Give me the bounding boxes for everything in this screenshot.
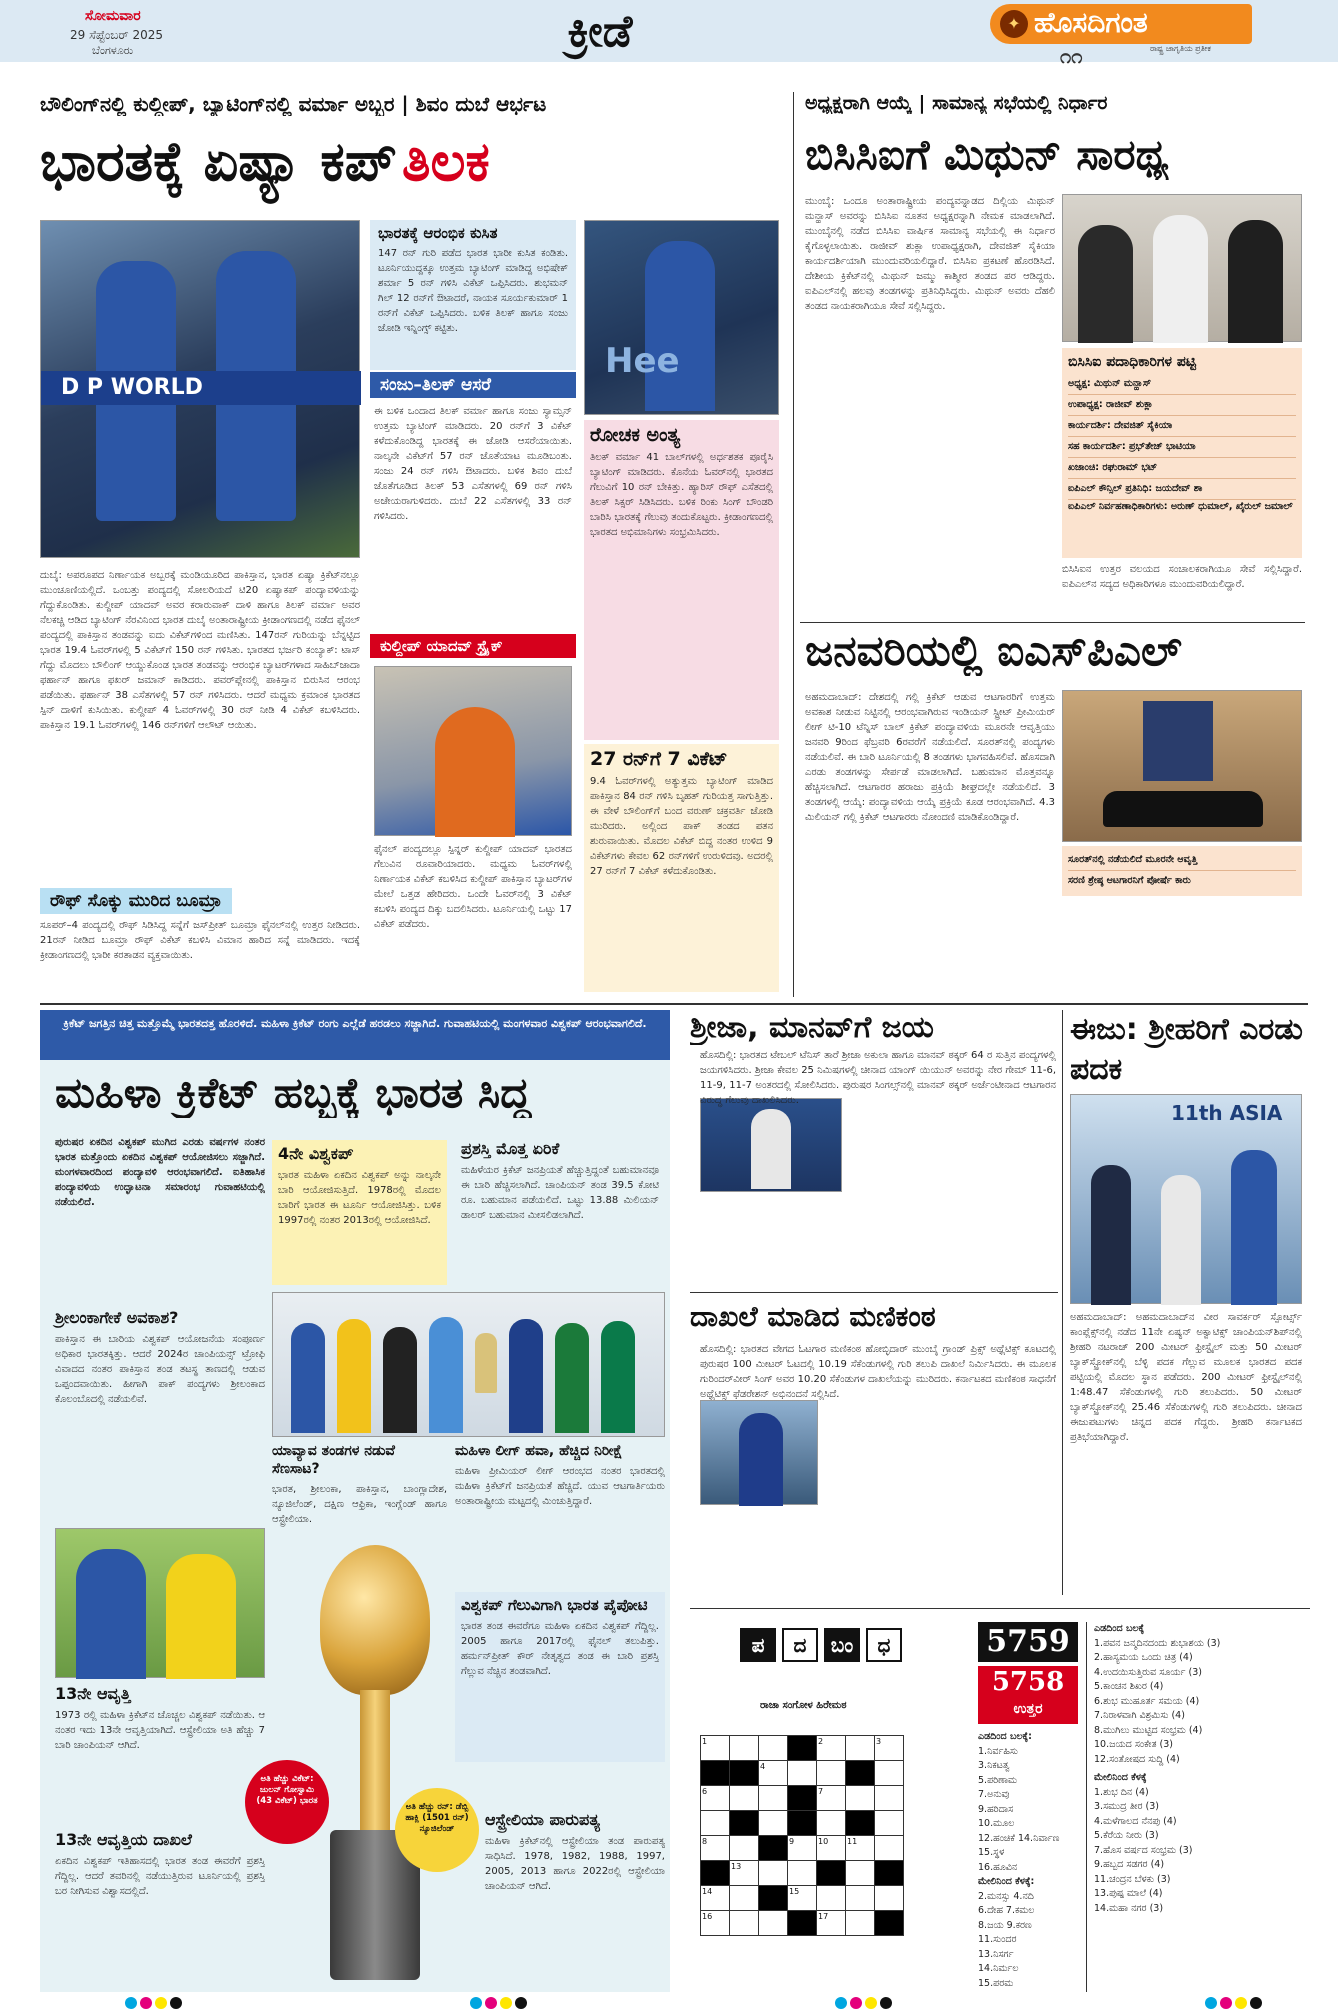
box-sanju-body: ಈ ಬಳಿಕ ಒಂದಾದ ತಿಲಕ್ ವರ್ಮಾ ಹಾಗೂ ಸಂಜು ಸ್ಯಾಮ್ಸನ್ ಉತ್ತಮ ಬ್ಯಾಟಿಂಗ್ ಮಾಡಿದರು. 20 ರನ್‌ಗೆ 3 ವಿಕೆಟ್ ಕಳೆದುಕೊಂಡಿದ್ದ ಭಾರತಕ್ಕೆ ಈ ಜೋಡಿ ಆಸರೆಯಾಯಿತು. ನಾಲ್ಕನೇ ವಿಕೆಟ್‌ಗೆ 57 ರನ್ ಜೊತೆಯಾಟ ಮೂಡಿಬಂತು. ಸಂಜು 24 ರನ್ ಗಳಿಸಿ ಔಟಾದರು. ಬಳಿಕ ಶಿವಂ ದುಬೆ ಜೊತೆಗೂಡಿದ ತಿಲಕ್ 53 ಎಸೆತಗಳಲ್ಲಿ 69 ರನ್ ಗಳಿಸಿ ಅಜೇಯರಾಗುಳಿದರು. ದುಬೆ 22 ಎಸೆತಗಳಲ್ಲಿ 33 ರನ್ ಗಳಿಸಿದರು.	[374, 406, 572, 522]
lead-headline	[40, 130, 790, 194]
captains-photo	[272, 1292, 665, 1437]
box-27-title: 27 ರನ್‌ಗೆ 7 ವಿಕೆಟ್	[590, 748, 728, 770]
paper-tagline: ರಾಷ್ಟ್ರ ಜಾಗೃತಿಯ ಪ್ರತೀಕ	[1150, 44, 1211, 53]
paper-logo	[990, 4, 1252, 44]
ispl-photo	[1062, 690, 1302, 842]
answer-item: 13.ಪುಷ್ಪ ಮಾಲೆ (4)	[1094, 1888, 1163, 1899]
answers-down-head: ಮೇಲಿನಿಂದ ಕೆಳಕ್ಕೆ	[1094, 1772, 1147, 1783]
clue-item: 13.ನಿಸರ್ಗ	[978, 1948, 1014, 1960]
box-collapse	[370, 220, 576, 370]
bcci-official-item: ಐಪಿಎಲ್ ಕೌನ್ಸಿಲ್ ಪ್ರತಿನಿಧಿ: ಜಯದೇವ್ ಶಾ	[1068, 479, 1296, 500]
clues-down-head: ಮೇಲಿನಿಂದ ಕೆಳಕ್ಕೆ:	[978, 1876, 1035, 1887]
clue-item: 6.ದೇಹ 7.ಕಮಲ	[978, 1905, 1035, 1916]
box-kuldeep-title: ಕುಲ್ದೀಪ್ ಯಾದವ್ ಸ್ಟ್ರೈಕ್	[370, 634, 576, 658]
lead-kicker: ಬೌಲಿಂಗ್‌ನಲ್ಲಿ ಕುಲ್ದೀಪ್, ಬ್ಯಾಟಿಂಗ್‌ನಲ್ಲಿ ವರ್ಮಾ ಅಬ್ಬರ | ಶಿವಂ ದುಬೆ ಆರ್ಭಟ	[40, 92, 547, 116]
kuldeep-photo	[374, 666, 572, 836]
clue-item: 14.ನಿರ್ಮಲ	[978, 1963, 1019, 1974]
box-sanju-title: ಸಂಜು–ತಿಲಕ್ ಆಸರೆ	[370, 372, 576, 398]
stat-wickets: ಅತಿ ಹೆಚ್ಚು ವಿಕೆಟ್: ಜುಲನ್ ಗೋಸ್ವಾಮಿ (43 ವಿಕೆಟ್) ಭಾರತ	[245, 1760, 329, 1844]
box-27-body: 9.4 ಓವರ್‌ಗಳಲ್ಲಿ ಅತ್ಯುತ್ತಮ ಬ್ಯಾಟಿಂಗ್ ಮಾಡಿದ ಪಾಕಿಸ್ತಾನ 84 ರನ್ ಗಳಿಸಿ ಬೃಹತ್ ಗುರಿಯತ್ತ ಸಾಗುತ್ತಿತ್ತು. ಈ ವೇಳೆ ಬೌಲಿಂಗ್‌ಗೆ ಬಂದ ವರುಣ್ ಚಕ್ರವರ್ತಿ ಜೋಡಿ ಮುರಿದರು. ಅಲ್ಲಿಂದ ಪಾಕ್ ತಂಡದ ಪತನ ಶುರುವಾಯಿತು. ಮೊದಲ ವಿಕೆಟ್ ಬಿದ್ದ ನಂತರ ಉಳಿದ 9 ವಿಕೆಟ್‌ಗಳು ಕೇವಲ 62 ರನ್‌ಗಳಿಗೆ ಉರುಳಿದವು. ಅದರಲ್ಲಿ 27 ರನ್‌ಗೆ 7 ವಿಕೆಟ್ ಕಳೆದುಕೊಂಡಿತು.	[590, 776, 773, 877]
clue-item: 8.ಜಯ 9.ಕರಣ	[978, 1919, 1032, 1931]
registration-marks	[125, 1994, 185, 2009]
answer-item: 14.ಮಹಾ ನಗರ (3)	[1094, 1902, 1164, 1914]
women-s5-title: ಮಹಿಳಾ ಲೀಗ್ ಹವಾ, ಹೆಚ್ಚಿದ ನಿರೀಕ್ಷೆ	[455, 1443, 623, 1459]
bcci-official-item: ಉಪಾಧ್ಯಕ್ಷ: ರಾಜೀವ್ ಶುಕ್ಲಾ	[1068, 395, 1296, 416]
women-s4-body: ಭಾರತ, ಶ್ರೀಲಂಕಾ, ಪಾಕಿಸ್ತಾನ, ಬಾಂಗ್ಲಾದೇಶ, ನ್ಯೂಜಿಲೆಂಡ್, ದಕ್ಷಿಣ ಆಫ್ರಿಕಾ, ಇಂಗ್ಲೆಂಡ್ ಹಾಗೂ ಆಸ್ಟ್ರೇಲಿಯಾ.	[272, 1484, 447, 1525]
clue-item: 3.ನಿಕಟತ್ವ	[978, 1760, 1010, 1771]
bcci-official-item: ಕಾರ್ಯದರ್ಶಿ: ದೇವಜಿತ್ ಸೈಕಿಯಾ	[1068, 416, 1296, 437]
answer-item: 3.ಸಮುದ್ರ ತೀರ (3)	[1094, 1801, 1160, 1812]
players-photo	[55, 1528, 265, 1678]
lead-headline-main: ಭಾರತಕ್ಕೆ ಏಷ್ಯಾ ಕಪ್	[40, 130, 397, 193]
bcci-official-item: ಅಧ್ಯಕ್ಷ: ಮಿಥುನ್ ಮನ್ಹಾಸ್	[1068, 374, 1296, 395]
answer-item: 1.ಪವನ ಜನ್ಮದಿನದಂದು ಶುಭಾಶಯ (3)	[1094, 1637, 1221, 1649]
women-s1-title: ಶ್ರೀಲಂಕಾಗೇಕೆ ಅವಕಾಶ?	[55, 1308, 179, 1327]
ispl-body: ಅಹಮದಾಬಾದ್: ದೇಶದಲ್ಲಿ ಗಲ್ಲಿ ಕ್ರಿಕೆಟ್ ಆಡುವ ಆಟಗಾರರಿಗೆ ಉತ್ತಮ ಅವಕಾಶ ನೀಡುವ ನಿಟ್ಟಿನಲ್ಲಿ ಆರಂಭವಾಗಿರುವ ಇಂಡಿಯನ್ ಸ್ಟ್ರೀಟ್ ಪ್ರೀಮಿಯರ್ ಲೀಗ್ ಟಿ-10 ಟೆನ್ನಿಸ್ ಬಾಲ್ ಕ್ರಿಕೆಟ್ ಪಂದ್ಯಾವಳಿಯ ಮೂರನೇ ಆವೃತ್ತಿಯು ಜನವರಿ 9ರಿಂದ ಫೆಬ್ರವರಿ 6ರವರೆಗೆ ನಡೆಯಲಿದೆ. ಸೂರತ್‌ನಲ್ಲಿ ಪಂದ್ಯಗಳು ನಡೆಯಲಿವೆ. ಈ ಬಾರಿ ಟೂರ್ನಿಯಲ್ಲಿ 8 ತಂಡಗಳು ಭಾಗವಹಿಸಲಿವೆ. ಹೊಸದಾಗಿ ಎರಡು ತಂಡಗಳನ್ನು ಸೇರ್ಪಡೆ ಮಾಡಲಾಗಿದೆ. ಬಹುಮಾನ ಮೊತ್ತವನ್ನೂ ಹೆಚ್ಚಿಸಲಾಗಿದೆ. ಆಟಗಾರರ ಹರಾಜು ಪ್ರಕ್ರಿಯೆ ಶೀಘ್ರದಲ್ಲೇ ನಡೆಯಲಿದೆ. 3 ತಂಡಗಳಲ್ಲಿ ಆಯ್ಕೆ: ಪಂದ್ಯಾವಳಿಯ ಆಯ್ಕೆ ಪ್ರಕ್ರಿಯೆ ಕೂಡ ಆರಂಭವಾಗಿದೆ. 4.3 ಮಿಲಿಯನ್ ಗಲ್ಲಿ ಕ್ರಿಕೆಟ್ ಆಟಗಾರರು ನೋಂದಣಿ ಮಾಡಿಕೊಂಡಿದ್ದಾರೆ.	[805, 692, 1055, 823]
women-s7-body: 1973 ರಲ್ಲಿ ಮಹಿಳಾ ಕ್ರಿಕೆಟ್‌ನ ಚೊಚ್ಚಲ ವಿಶ್ವಕಪ್ ನಡೆಯಿತು. ಆ ನಂತರ ಇದು 13ನೇ ಆವೃತ್ತಿಯಾಗಿದೆ. ಆಸ್ಟ್ರೇಲಿಯಾ ಅತಿ ಹೆಚ್ಚು 7 ಬಾರಿ ಚಾಂಪಿಯನ್ ಆಗಿದೆ.	[55, 1710, 265, 1751]
crossword-prev-number: 5758	[991, 1667, 1065, 1697]
answer-item: 7.ಹೊಸ ವರ್ಷದ ಸಂಭ್ರಮ (3)	[1094, 1844, 1193, 1856]
women-s5-body: ಮಹಿಳಾ ಪ್ರೀಮಿಯರ್ ಲೀಗ್ ಆರಂಭದ ನಂತರ ಭಾರತದಲ್ಲಿ ಮಹಿಳಾ ಕ್ರಿಕೆಟ್‌ಗೆ ಜನಪ್ರಿಯತೆ ಹೆಚ್ಚಿದೆ. ಯುವ ಆಟಗಾರ್ತಿಯರು ಅಂತಾರಾಷ್ಟ್ರೀಯ ಮಟ್ಟದಲ್ಲಿ ಮಿಂಚುತ್ತಿದ್ದಾರೆ.	[455, 1466, 665, 1507]
answer-item: 5.ಕಾಂಚನ ಶಿಖರ (4)	[1094, 1681, 1164, 1692]
page-number: ೧೧	[1060, 44, 1083, 68]
sreeja-headline: ಶ್ರೀಜಾ, ಮಾನವ್‌ಗೆ ಜಯ	[690, 1010, 934, 1045]
bcci-officials-box	[1062, 348, 1302, 558]
answer-item: 11.ಚಂದ್ರನ ಬೆಳಕು (3)	[1094, 1873, 1171, 1885]
women-s2-body: ಭಾರತ ಮಹಿಳಾ ಏಕದಿನ ವಿಶ್ವಕಪ್ ಅನ್ನು ನಾಲ್ಕನೇ ಬಾರಿ ಆಯೋಜಿಸುತ್ತಿದೆ. 1978ರಲ್ಲಿ ಮೊದಲ ಬಾರಿಗೆ ಭಾರತ ಈ ಟೂರ್ನಿ ಆಯೋಜಿಸಿತ್ತು. ಬಳಿಕ 1997ರಲ್ಲಿ ನಂತರ 2013ರಲ್ಲಿ ಆಯೋಜಿಸಿದೆ.	[278, 1170, 441, 1226]
sreehari-body: ಅಹಮದಾಬಾದ್: ಅಹಮದಾಬಾದ್‌ನ ವೀರ ಸಾವರ್ಕರ್ ಸ್ಪೋರ್ಟ್ಸ್ ಕಾಂಪ್ಲೆಕ್ಸ್‌ನಲ್ಲಿ ನಡೆದ 11ನೇ ಏಷ್ಯನ್ ಅಕ್ವಾಟಿಕ್ಸ್ ಚಾಂಪಿಯನ್‌ಶಿಪ್‌ನಲ್ಲಿ ಶ್ರೀಹರಿ ನಟರಾಜ್ 200 ಮೀಟರ್ ಫ್ರೀಸ್ಟೈಲ್ ಮತ್ತು 50 ಮೀಟರ್ ಬ್ಯಾಕ್‌ಸ್ಟ್ರೋಕ್‌ನಲ್ಲಿ ಬೆಳ್ಳಿ ಪದಕ ಗೆಲ್ಲುವ ಮೂಲಕ ಭಾರತದ ಪದಕ ಪಟ್ಟಿಯಲ್ಲಿ ಮೊದಲ ಸ್ಥಾನ ಪಡೆದರು. 200 ಮೀಟರ್ ಫ್ರೀಸ್ಟೈಲ್‌ನಲ್ಲಿ 1:48.47 ಸೆಕೆಂಡುಗಳಲ್ಲಿ ಗುರಿ ತಲುಪಿದರು. 50 ಮೀಟರ್ ಬ್ಯಾಕ್‌ಸ್ಟ್ರೋಕ್‌ನಲ್ಲಿ 25.46 ಸೆಕೆಂಡುಗಳಲ್ಲಿ ಗುರಿ ತಲುಪಿದರು. ಚೀನಾದ ಈಜುಪಟುಗಳು ಚಿನ್ನದ ಪದಕ ಗೆದ್ದರು. ಶ್ರೀಹರಿ ಕರ್ನಾಟಕದ ಪ್ರತಿಭೆಯಾಗಿದ್ದಾರೆ.	[1070, 1312, 1302, 1443]
crossword-answer-badge	[978, 1666, 1078, 1724]
crossword-compiler: ರಾಜಾ ಸಂಗೋಳ ಹಿರೇಮಠ	[760, 1700, 847, 1711]
box-sanju	[370, 372, 576, 630]
crossword-prev-label: ಉತ್ತರ	[1013, 1701, 1043, 1717]
answer-item: 10.ಜಯದ ಸಂಕೇತ (3)	[1094, 1739, 1173, 1750]
header-day: ಸೋಮವಾರ	[85, 8, 141, 24]
clue-item: 12.ಹಂಚಿಕೆ 14.ನಿರ್ವಾಣ	[978, 1832, 1060, 1844]
women-s4	[272, 1442, 447, 1537]
answer-item: 4.ಉದಯಿಸುತ್ತಿರುವ ಸೂರ್ಯ (3)	[1094, 1666, 1202, 1678]
clues-across-head: ಎಡದಿಂದ ಬಲಕ್ಕೆ:	[978, 1731, 1032, 1742]
answer-item: 8.ಮುಗಿಲು ಮುಟ್ಟಿದ ಸಂಭ್ರಮ (4)	[1094, 1724, 1203, 1736]
answer-item: 1.ಶುಭ ದಿನ (4)	[1094, 1786, 1149, 1798]
bcci-officials-title: ಬಿಸಿಸಿಐ ಪದಾಧಿಕಾರಿಗಳ ಪಟ್ಟಿ	[1068, 354, 1197, 370]
crossword-title-letter: ಧ	[866, 1628, 902, 1662]
women-s4-title: ಯಾವ್ಯಾವ ತಂಡಗಳ ನಡುವೆ ಸೆಣಸಾಟ?	[272, 1443, 395, 1477]
answer-item: 6.ಶುಭ ಮುಹೂರ್ತ ಸಮಯ (4)	[1094, 1695, 1200, 1707]
women-banner: ಕ್ರಿಕೆಟ್ ಜಗತ್ತಿನ ಚಿತ್ತ ಮತ್ತೊಮ್ಮೆ ಭಾರತದತ್ತ ಹೊರಳಿದೆ. ಮಹಿಳಾ ಕ್ರಿಕೆಟ್ ರಂಗು ಎಲ್ಲೆಡೆ ಹರಡಲು ಸಜ್ಜಾಗಿದೆ. ಗುವಾಹಟಿಯಲ್ಲಿ ಮಂಗಳವಾರ ವಿಶ್ವಕಪ್ ಆರಂಭವಾಗಲಿದೆ.	[40, 1010, 670, 1060]
clue-item: 15.ಪರಮ	[978, 1977, 1014, 1989]
clue-item: 10.ಮೂಲ	[978, 1818, 1015, 1829]
stat-runs: ಅತಿ ಹೆಚ್ಚು ರನ್: ಡೆಬ್ಬಿ ಹಾಕ್ಲಿ (1501 ರನ್) ನ್ಯೂಜಿಲೆಂಡ್	[395, 1788, 479, 1872]
clue-item: 11.ಸುಂದರ	[978, 1934, 1017, 1945]
box-rauf	[40, 888, 360, 992]
trophy-graphic	[290, 1545, 455, 1985]
lamp-icon: ✦	[1000, 10, 1028, 38]
women-s7	[55, 1684, 265, 1824]
registration-marks	[1205, 1994, 1265, 2009]
tilak-photo: Hee	[584, 220, 779, 415]
box-collapse-title: ಭಾರತಕ್ಕೆ ಆರಂಭಿಕ ಕುಸಿತ	[378, 224, 498, 242]
bcci-headline: ಬಿಸಿಸಿಐಗೆ ಮಿಥುನ್ ಸಾರಥ್ಯ	[805, 130, 1169, 179]
ispl-headline: ಜನವರಿಯಲ್ಲಿ ಐಎಸ್‌ಪಿಎಲ್	[805, 626, 1182, 675]
women-s8-body: ಏಕದಿನ ವಿಶ್ವಕಪ್ ಇತಿಹಾಸದಲ್ಲಿ ಭಾರತ ತಂಡ ಈವರೆಗೆ ಪ್ರಶಸ್ತಿ ಗೆದ್ದಿಲ್ಲ. ಆದರೆ ತವರಿನಲ್ಲಿ ನಡೆಯುತ್ತಿರುವ ಟೂರ್ನಿಯಲ್ಲಿ ಪ್ರಶಸ್ತಿ ಬರ ನೀಗಿಸುವ ವಿಶ್ವಾಸದಲ್ಲಿದೆ.	[55, 1856, 265, 1897]
box-collapse-body: 147 ರನ್ ಗುರಿ ಪಡೆದ ಭಾರತ ಭಾರೀ ಕುಸಿತ ಕಂಡಿತು. ಟೂರ್ನಿಯುದ್ದಕ್ಕೂ ಉತ್ತಮ ಬ್ಯಾಟಿಂಗ್ ಮಾಡಿದ್ದ ಅಭಿಷೇಕ್ ಶರ್ಮಾ 5 ರನ್ ಗಳಿಸಿ ವಿಕೆಟ್ ಒಪ್ಪಿಸಿದರು. ಶುಭಮನ್ ಗಿಲ್ 12 ರನ್‌ಗೆ ಔಟಾದರೆ, ನಾಯಕ ಸೂರ್ಯಕುಮಾರ್ 1 ರನ್‌ಗೆ ವಿಕೆಟ್ ಒಪ್ಪಿಸಿದರು. ಬಳಿಕ ತಿಲಕ್ ಹಾಗೂ ಸಂಜು ಜೋಡಿ ಇನ್ನಿಂಗ್ಸ್ ಕಟ್ಟಿತು.	[378, 248, 568, 334]
box-rauf-body: ಸೂಪರ್–4 ಪಂದ್ಯದಲ್ಲಿ ರೌಫ್ ಸಿಡಿಸಿದ್ದ ಸನ್ನೆಗೆ ಜಸ್‌ಪ್ರೀತ್ ಬೂಮ್ರಾ ಫೈನಲ್‌ನಲ್ಲಿ ಉತ್ತರ ನೀಡಿದರು. 21ರನ್ ನೀಡಿದ ಬೂಮ್ರಾ ರೌಫ್ ವಿಕೆಟ್ ಕಬಳಿಸಿ ವಿಮಾನ ಹಾರಿದ ಸನ್ನೆ ಮಾಡಿದರು. ಇದಕ್ಕೆ ಕ್ರೀಡಾಂಗಣದಲ್ಲಿ ಭಾರೀ ಕರತಾಡನ ವ್ಯಕ್ತವಾಯಿತು.	[40, 920, 360, 961]
ispl-note-item: ಸರಣಿ ಶ್ರೇಷ್ಠ ಆಟಗಾರನಿಗೆ ಪೋರ್ಷೆ ಕಾರು	[1068, 875, 1191, 886]
bcci-official-item: ಖಜಾಂಚಿ: ರಘುರಾಮ್ ಭಟ್	[1068, 458, 1296, 479]
bcci-body: ಮುಂಬೈ: ಒಂದೂ ಅಂತಾರಾಷ್ಟ್ರೀಯ ಪಂದ್ಯವನ್ನಾಡದ ದಿಲ್ಲಿಯ ಮಿಥುನ್ ಮನ್ಹಾಸ್ ಅವರನ್ನು ಬಿಸಿಸಿಐ ನೂತನ ಅಧ್ಯಕ್ಷರನ್ನಾಗಿ ನೇಮಕ ಮಾಡಲಾಗಿದೆ. ಮುಂಬೈನಲ್ಲಿ ನಡೆದ ಬಿಸಿಸಿಐ ವಾರ್ಷಿಕ ಸಾಮಾನ್ಯ ಸಭೆಯಲ್ಲಿ ಈ ನಿರ್ಧಾರ ಕೈಗೊಳ್ಳಲಾಯಿತು. ರಾಜೀವ್ ಶುಕ್ಲಾ ಉಪಾಧ್ಯಕ್ಷರಾಗಿ, ದೇವಜಿತ್ ಸೈಕಿಯಾ ಕಾರ್ಯದರ್ಶಿಯಾಗಿ ಮುಂದುವರಿಯಲಿದ್ದಾರೆ. ಬಿಸಿಸಿಐ ಪ್ರಕಟಣೆ ಹೊರಡಿಸಿದೆ. ದೇಶೀಯ ಕ್ರಿಕೆಟ್‌ನಲ್ಲಿ ಮಿಥುನ್ ಜಮ್ಮು ಕಾಶ್ಮೀರ ತಂಡದ ಪರ ಆಡಿದ್ದರು. ಐಪಿಎಲ್‌ನಲ್ಲಿ ಹಲವು ತಂಡಗಳನ್ನು ಪ್ರತಿನಿಧಿಸಿದ್ದರು. ಮಿಥುನ್ ಅವರು ದೆಹಲಿ ತಂಡದ ನಾಯಕರಾಗಿಯೂ ಸೇವೆ ಸಲ್ಲಿಸಿದ್ದರು.	[805, 196, 1055, 312]
ispl-note-item: ಸೂರತ್‌ನಲ್ಲಿ ನಡೆಯಲಿದೆ ಮೂರನೇ ಆವೃತ್ತಿ	[1068, 850, 1296, 871]
box-finish	[584, 420, 779, 740]
women-s8	[55, 1830, 265, 1985]
bcci-kicker: ಅಧ್ಯಕ್ಷರಾಗಿ ಆಯ್ಕೆ | ಸಾಮಾನ್ಯ ಸಭೆಯಲ್ಲಿ ನಿರ್ಧಾರ	[805, 92, 1108, 114]
answer-item: 4.ಮಳೆಗಾಲದ ನೆನಪು (4)	[1094, 1815, 1177, 1827]
box-rauf-title: ರೌಫ್ ಸೊಕ್ಕು ಮುರಿದ ಬೂಮ್ರಾ	[40, 888, 232, 914]
crossword-grid: 1 2 3 4 6 7 8 9 10 11 13 14 15 16 17	[700, 1735, 904, 1936]
clue-item: 1.ನಿರ್ವಹಿಸು	[978, 1745, 1018, 1757]
header-city: ಬೆಂಗಳೂರು	[92, 44, 134, 57]
box-kuldeep	[370, 634, 576, 992]
answer-item: 7.ನಿರಾಳವಾಗಿ ವಿಶ್ರಮಿಸು (4)	[1094, 1710, 1185, 1721]
paper-name: ಹೊಸದಿಗಂತ	[1034, 6, 1148, 39]
women-s9-title: ಆಸ್ಟ್ರೇಲಿಯಾ ಪಾರುಪತ್ಯ	[485, 1810, 600, 1829]
sreehari-photo: 11th ASIA	[1070, 1094, 1302, 1304]
clue-item: 9.ಹರಿದಾಸ	[978, 1803, 1014, 1815]
women-s3-title: ಪ್ರಶಸ್ತಿ ಮೊತ್ತ ಏರಿಕೆ	[461, 1139, 560, 1158]
women-s6	[455, 1592, 665, 1762]
lead-photo-celebration: D P WORLD	[40, 220, 360, 558]
box-27	[584, 744, 779, 992]
answer-item: 12.ಸಂತೋಷದ ಸುದ್ದಿ (4)	[1094, 1753, 1180, 1765]
bcci-photo	[1062, 194, 1302, 342]
crossword-title-letter: ಪ	[740, 1628, 776, 1662]
crossword-title	[740, 1628, 920, 1662]
registration-marks	[835, 1994, 895, 2009]
bcci-caption: ಬಿಸಿಸಿಐನ ಉತ್ತರ ವಲಯದ ಸಂಚಾಲಕರಾಗಿಯೂ ಸೇವೆ ಸಲ್ಲಿಸಿದ್ದಾರೆ. ಐಪಿಎಲ್‌ನ ಸದ್ಯದ ಅಧಿಕಾರಿಗಳೂ ಮುಂದುವರಿಯಲಿದ್ದಾರೆ.	[1062, 564, 1302, 590]
crossword-clues-across	[978, 1730, 1073, 1991]
crossword-title-letter: ಬಂ	[824, 1628, 860, 1662]
women-s6-body: ಭಾರತ ತಂಡ ಈವರೆಗೂ ಮಹಿಳಾ ಏಕದಿನ ವಿಶ್ವಕಪ್ ಗೆದ್ದಿಲ್ಲ. 2005 ಹಾಗೂ 2017ರಲ್ಲಿ ಫೈನಲ್ ತಲುಪಿತ್ತು. ಹರ್ಮನ್‌ಪ್ರೀತ್ ಕೌರ್ ನೇತೃತ್ವದ ತಂಡ ಈ ಬಾರಿ ಪ್ರಶಸ್ತಿ ಗೆಲ್ಲುವ ನೆಚ್ಚಿನ ತಂಡವಾಗಿದೆ.	[461, 1621, 659, 1677]
registration-marks	[470, 1994, 530, 2009]
section-title: ಕ್ರೀಡೆ	[567, 6, 633, 57]
manikanta-body: ಹೊಸದಿಲ್ಲಿ: ಭಾರತದ ವೇಗದ ಓಟಗಾರ ಮಣಿಕಂಠ ಹೋಬ್ಳಿದಾರ್ ಮುಂಬೈ ಗ್ರಾಂಡ್ ಪ್ರಿಕ್ಸ್ ಅಥ್ಲೆಟಿಕ್ಸ್ ಕೂಟದಲ್ಲಿ ಪುರುಷರ 100 ಮೀಟರ್ ಓಟದಲ್ಲಿ 10.19 ಸೆಕೆಂಡುಗಳಲ್ಲಿ ಗುರಿ ತಲುಪಿ ದಾಖಲೆ ನಿರ್ಮಿಸಿದರು. ಈ ಮೂಲಕ ಗುರಿಂದರ್‌ವೀರ್ ಸಿಂಗ್ ಅವರ 10.20 ಸೆಕೆಂಡುಗಳ ದಾಖಲೆಯನ್ನು ಮುರಿದರು. ಕರ್ನಾಟಕದ ಮಣಿಕಂಠ ಸಾಧನೆಗೆ ಅಥ್ಲೆಟಿಕ್ಸ್ ಫೆಡರೇಶನ್ ಅಭಿನಂದನೆ ಸಲ್ಲಿಸಿದೆ.	[700, 1344, 1056, 1400]
box-finish-title: ರೋಚಕ ಅಂತ್ಯ	[590, 424, 681, 446]
bcci-official-item: ಐಪಿಎಲ್ ನಿರ್ವಹಣಾಧಿಕಾರಿಗಳು: ಅರುಣ್ ಧುಮಾಲ್, ಖೈರುಲ್ ಜಮಾಲ್	[1068, 501, 1293, 512]
lead-headline-accent: ತಿಲಕ	[401, 130, 490, 193]
women-s1-body: ಪಾಕಿಸ್ತಾನ ಈ ಬಾರಿಯ ವಿಶ್ವಕಪ್ ಆಯೋಜನೆಯ ಸಂಪೂರ್ಣ ಅಧಿಕಾರ ಭಾರತಕ್ಕಿತ್ತು. ಆದರೆ 2024ರ ಚಾಂಪಿಯನ್ಸ್ ಟ್ರೋಫಿ ವಿವಾದದ ನಂತರ ಪಾಕಿಸ್ತಾನ ತಂಡ ತಟಸ್ಥ ತಾಣದಲ್ಲಿ ಆಡುವ ಒಪ್ಪಂದವಾಯಿತು. ಹೀಗಾಗಿ ಪಾಕ್ ಪಂದ್ಯಗಳು ಶ್ರೀಲಂಕಾದ ಕೊಲಂಬೊದಲ್ಲಿ ನಡೆಯಲಿವೆ.	[55, 1334, 265, 1405]
answer-item: 9.ಹಬ್ಬದ ಸಡಗರ (4)	[1094, 1859, 1165, 1870]
women-s3	[455, 1135, 665, 1285]
header-date: 29 ಸೆಪ್ಟೆಂಬರ್ 2025	[70, 28, 164, 42]
women-intro: ಪುರುಷರ ಏಕದಿನ ವಿಶ್ವಕಪ್ ಮುಗಿದ ಎರಡು ವರ್ಷಗಳ ನಂತರ ಭಾರತ ಮತ್ತೊಂದು ಏಕದಿನ ವಿಶ್ವಕಪ್ ಆಯೋಜಿಸಲು ಸಜ್ಜಾಗಿದೆ. ಮಂಗಳವಾರದಿಂದ ಪಂದ್ಯಾವಳಿ ಆರಂಭವಾಗಲಿದೆ. ಐತಿಹಾಸಿಕ ಪಂದ್ಯಾವಳಿಯ ಉದ್ಘಾಟನಾ ಸಮಾರಂಭ ಗುವಾಹಟಿಯಲ್ಲಿ ನಡೆಯಲಿದೆ.	[55, 1137, 265, 1208]
women-s2-title: 4ನೇ ವಿಶ್ವಕಪ್	[278, 1144, 354, 1163]
crossword-title-letter: ದ	[782, 1628, 818, 1662]
answer-item: 2.ಹಾಸ್ಯಮಯ ಒಂದು ಚಿತ್ರ (4)	[1094, 1652, 1193, 1663]
lead-body: ದುಬೈ: ಅಪರೂಪದ ನಿರ್ಣಾಯಕ ಅಬ್ಬರಕ್ಕೆ ಮಂಡಿಯೂರಿದ ಪಾಕಿಸ್ತಾನ, ಭಾರತ ಏಷ್ಯಾ ಕ್ರಿಕೆಟ್‌ನಲ್ಲೂ ಮುಂಚೂಣಿಯಲ್ಲಿದೆ. ಒಂಬತ್ತು ಪಂದ್ಯದಲ್ಲಿ ಸೋಲರಿಯದೆ ಟಿ20 ಏಷ್ಯಾಕಪ್ ಪಂದ್ಯಾವಳಿಯನ್ನು ಗೆದ್ದುಕೊಂಡಿತು. ಕುಲ್ದೀಪ್ ಯಾದವ್ ಅವರ ಕರಾರುವಾಕ್ ದಾಳಿ ಹಾಗೂ ತಿಲಕ್ ವರ್ಮಾ ಅವರ ನೆಲಕಚ್ಚಿ ಆಡಿದ ಬ್ಯಾಟಿಂಗ್ ನೆರವಿನಿಂದ ಭಾರತ ದುಬೈ ಅಂತಾರಾಷ್ಟ್ರೀಯ ಕ್ರೀಡಾಂಗಣದಲ್ಲಿ ನಡೆದ ಫೈನಲ್ ಪಂದ್ಯದಲ್ಲಿ ಪಾಕಿಸ್ತಾನ ತಂಡವನ್ನು ಐದು ವಿಕೆಟ್‌ಗಳಿಂದ ಮಣಿಸಿತು. 147ರನ್ ಗುರಿಯನ್ನು ಬೆನ್ನಟ್ಟಿದ ಭಾರತ 19.4 ಓವರ್‌ಗಳಲ್ಲಿ 5 ವಿಕೆಟ್‌ಗೆ 150 ರನ್ ಗಳಿಸಿತು. ಭಾರತದ ಭರ್ಜರಿ ಕಂಬ್ಯಾಕ್: ಟಾಸ್ ಗೆದ್ದು ಮೊದಲು ಬೌಲಿಂಗ್ ಆಯ್ದುಕೊಂಡ ಭಾರತ ತಂಡವನ್ನು ಆರಂಭಿಕ ಬ್ಯಾಟರ್‌ಗಳಾದ ಸಾಹಿಬ್‌ಜಾದಾ ಫರ್ಹಾನ್ ಹಾಗೂ ಫಖರ್ ಜಮಾನ್ ಕಾಡಿದರು. ಪವರ್‌ಪ್ಲೇನಲ್ಲಿ ಪಾಕಿಸ್ತಾನ ಬಿರುಸಿನ ಆರಂಭ ಪಡೆಯಿತು. ಫರ್ಹಾನ್ 38 ಎಸೆತಗಳಲ್ಲಿ 57 ರನ್ ಗಳಿಸಿದರು. ಆದರೆ ಮಧ್ಯಮ ಕ್ರಮಾಂಕ ಭಾರತದ ಸ್ಪಿನ್ ದಾಳಿಗೆ ಕುಸಿಯಿತು. ಕುಲ್ದೀಪ್ 4 ಓವರ್‌ಗಳಲ್ಲಿ 30 ರನ್ ನೀಡಿ 4 ವಿಕೆಟ್ ಕಬಳಿಸಿದರು. ಪಾಕಿಸ್ತಾನ 19.1 ಓವರ್‌ಗಳಲ್ಲಿ 146 ರನ್‌ಗಳಿಗೆ ಆಲೌಟ್ ಆಯಿತು.	[40, 570, 360, 731]
ispl-notes	[1062, 846, 1302, 896]
crossword-answers	[1094, 1622, 1306, 1916]
manikanta-headline: ದಾಖಲೆ ಮಾಡಿದ ಮಣಿಕಂಠ	[690, 1300, 936, 1333]
women-s9-body: ಮಹಿಳಾ ಕ್ರಿಕೆಟ್‌ನಲ್ಲಿ ಆಸ್ಟ್ರೇಲಿಯಾ ತಂಡ ಪಾರುಪತ್ಯ ಸಾಧಿಸಿದೆ. 1978, 1982, 1988, 1997, 2005, 2013 ಹಾಗೂ 2022ರಲ್ಲಿ ಆಸ್ಟ್ರೇಲಿಯಾ ಚಾಂಪಿಯನ್ ಆಗಿದೆ.	[485, 1836, 665, 1892]
clue-item: 7.ಅನುವು	[978, 1789, 1010, 1800]
clue-item: 16.ಹೂವಿನ	[978, 1861, 1018, 1873]
clue-item: 15.ಸ್ಥಳ	[978, 1847, 1005, 1858]
women-s6-title: ವಿಶ್ವಕಪ್ ಗೆಲುವಿಗಾಗಿ ಭಾರತ ಪೈಪೋಟಿ	[461, 1596, 648, 1614]
women-s5	[455, 1442, 665, 1587]
answer-item: 5.ಕೆರೆಯ ನೀರು (3)	[1094, 1830, 1159, 1841]
box-kuldeep-body: ಫೈನಲ್ ಪಂದ್ಯದಲ್ಲೂ ಸ್ಪಿನ್ನರ್ ಕುಲ್ದೀಪ್ ಯಾದವ್ ಭಾರತದ ಗೆಲುವಿನ ರೂವಾರಿಯಾದರು. ಮಧ್ಯಮ ಓವರ್‌ಗಳಲ್ಲಿ ನಿರ್ಣಾಯಕ ವಿಕೆಟ್ ಕಬಳಿಸಿದ ಕುಲ್ದೀಪ್ ಪಾಕಿಸ್ತಾನ ಬ್ಯಾಟರ್‌ಗಳ ಮೇಲೆ ಒತ್ತಡ ಹೇರಿದರು. ಒಂದೇ ಓವರ್‌ನಲ್ಲಿ 3 ವಿಕೆಟ್ ಕಬಳಿಸಿ ಪಂದ್ಯದ ದಿಕ್ಕು ಬದಲಿಸಿದರು. ಟೂರ್ನಿಯಲ್ಲಿ ಒಟ್ಟು 17 ವಿಕೆಟ್ ಪಡೆದರು.	[374, 844, 572, 930]
women-s2	[272, 1140, 447, 1285]
women-s8-title: 13ನೇ ಆವೃತ್ತಿಯ ದಾಖಲೆ	[55, 1830, 192, 1849]
answers-across-head: ಎಡದಿಂದ ಬಲಕ್ಕೆ	[1094, 1623, 1145, 1634]
bcci-official-item: ಸಹ ಕಾರ್ಯದರ್ಶಿ: ಪ್ರಭ್‌ತೇಜ್ ಭಾಟಿಯಾ	[1068, 437, 1296, 458]
women-s9	[485, 1810, 665, 1985]
women-s3-body: ಮಹಿಳೆಯರ ಕ್ರಿಕೆಟ್ ಜನಪ್ರಿಯತೆ ಹೆಚ್ಚುತ್ತಿದ್ದಂತೆ ಬಹುಮಾನವೂ ಈ ಬಾರಿ ಹೆಚ್ಚಿಸಲಾಗಿದೆ. ಚಾಂಪಿಯನ್ ತಂಡ 39.5 ಕೋಟಿ ರೂ. ಬಹುಮಾನ ಪಡೆಯಲಿದೆ. ಒಟ್ಟು 13.88 ಮಿಲಿಯನ್ ಡಾಲರ್ ಬಹುಮಾನ ಮೀಸಲಿಡಲಾಗಿದೆ.	[461, 1165, 659, 1221]
women-s1	[55, 1308, 265, 1523]
women-s7-title: 13ನೇ ಆವೃತ್ತಿ	[55, 1684, 131, 1703]
crossword-number: 5759	[978, 1622, 1078, 1662]
clue-item: 5.ಪರಿಣಾಮ	[978, 1774, 1018, 1786]
women-headline: ಮಹಿಳಾ ಕ್ರಿಕೆಟ್ ಹಬ್ಬಕ್ಕೆ ಭಾರತ ಸಿದ್ಧ	[55, 1068, 531, 1117]
clue-item: 2.ಮನಸ್ಸು 4.ನದಿ	[978, 1890, 1034, 1902]
sreeja-body: ಹೊಸದಿಲ್ಲಿ: ಭಾರತದ ಟೇಬಲ್ ಟೆನಿಸ್ ತಾರೆ ಶ್ರೀಜಾ ಅಕುಲಾ ಹಾಗೂ ಮಾನವ್ ಠಕ್ಕರ್ 64 ರ ಸುತ್ತಿನ ಪಂದ್ಯಗಳಲ್ಲಿ ಜಯಗಳಿಸಿದರು. ಶ್ರೀಜಾ ಕೇವಲ 25 ನಿಮಿಷಗಳಲ್ಲಿ ಚೀನಾದ ಯಾಂಗ್ ಯಿಯುನ್ ಅವರನ್ನು ನೇರ ಗೇಮ್ 11-6, 11-9, 11-7 ಅಂತರದಲ್ಲಿ ಸೋಲಿಸಿದರು. ಪುರುಷರ ಸಿಂಗಲ್ಸ್‌ನಲ್ಲಿ ಮಾನವ್ ಠಕ್ಕರ್ ಅರ್ಜೆಂಟೀನಾದ ಆಟಗಾರನ ವಿರುದ್ಧ ಗೆಲುವು ದಾಖಲಿಸಿದರು.	[700, 1050, 1056, 1106]
box-finish-body: ತಿಲಕ್ ವರ್ಮಾ 41 ಬಾಲ್‌ಗಳಲ್ಲಿ ಅರ್ಧಶತಕ ಪೂರೈಸಿ ಬ್ಯಾಟಿಂಗ್ ಮಾಡಿದರು. ಕೊನೆಯ ಓವರ್‌ನಲ್ಲಿ ಭಾರತದ ಗೆಲುವಿಗೆ 10 ರನ್ ಬೇಕಿತ್ತು. ಹ್ಯಾರಿಸ್ ರೌಫ್ ಎಸೆತದಲ್ಲಿ ತಿಲಕ್ ಸಿಕ್ಸರ್ ಸಿಡಿಸಿದರು. ಬಳಿಕ ರಿಂಕು ಸಿಂಗ್ ಬೌಂಡರಿ ಬಾರಿಸಿ ಭಾರತಕ್ಕೆ ಗೆಲುವು ತಂದುಕೊಟ್ಟರು. ಕ್ರೀಡಾಂಗಣದಲ್ಲಿ ಭಾರತದ ಅಭಿಮಾನಿಗಳು ಸಂಭ್ರಮಿಸಿದರು.	[590, 452, 773, 538]
sreehari-headline: ಈಜು: ಶ್ರೀಹರಿಗೆ ಎರಡು ಪದಕ	[1070, 1012, 1303, 1087]
